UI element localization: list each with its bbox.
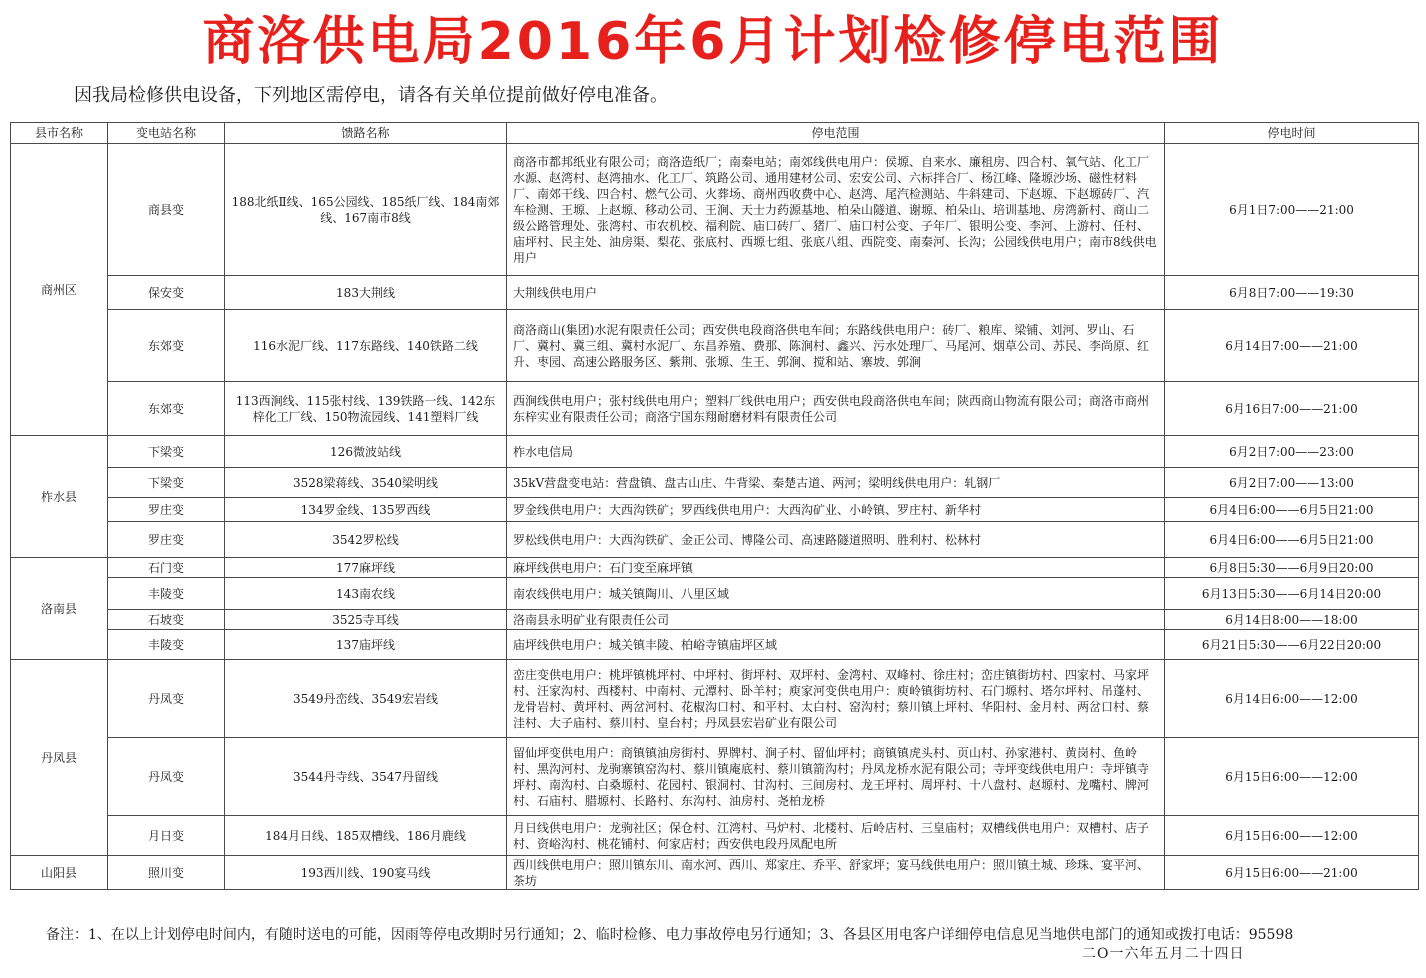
station-cell: 罗庄变: [108, 522, 225, 558]
time-cell: 6月14日8:00——18:00: [1165, 610, 1419, 630]
county-cell: 商州区: [11, 144, 108, 436]
time-cell: 6月4日6:00——6月5日21:00: [1165, 498, 1419, 522]
table-row: [11, 498, 1419, 522]
lines-cell: 184月日线、185双槽线、186月鹿线: [225, 816, 507, 856]
county-cell: 山阳县: [11, 856, 108, 890]
lines-cell: 183大荆线: [225, 276, 507, 310]
lines-cell: 3549丹峦线、3549宏岩线: [225, 660, 507, 738]
table-row: [11, 610, 1419, 630]
lines-cell: 188北纸Ⅱ线、165公园线、185纸厂线、184南郊线、167南市8线: [225, 144, 507, 276]
scope-cell: 35kV营盘变电站：营盘镇、盘古山庄、牛背梁、秦楚古道、两河；梁明线供电用户：轧钢厂: [507, 468, 1165, 498]
table-row: [11, 522, 1419, 558]
station-cell: 石门变: [108, 558, 225, 578]
outage-table: [10, 122, 1419, 890]
lines-cell: 3542罗松线: [225, 522, 507, 558]
lines-cell: 116水泥厂线、117东路线、140铁路二线: [225, 310, 507, 382]
county-cell: 丹凤县: [11, 660, 108, 856]
scope-cell: 南农线供电用户：城关镇陶川、八里区域: [507, 578, 1165, 610]
time-cell: 6月1日7:00——21:00: [1165, 144, 1419, 276]
time-cell: 6月2日7:00——23:00: [1165, 436, 1419, 468]
col-lines: 馈路名称: [225, 123, 507, 144]
station-cell: 罗庄变: [108, 498, 225, 522]
station-cell: 照川变: [108, 856, 225, 890]
time-cell: 6月2日7:00——13:00: [1165, 468, 1419, 498]
time-cell: 6月14日6:00——12:00: [1165, 660, 1419, 738]
time-cell: 6月16日7:00——21:00: [1165, 382, 1419, 436]
station-cell: 丰陵变: [108, 630, 225, 660]
col-time: 停电时间: [1165, 123, 1419, 144]
scope-cell: 麻坪线供电用户：石门变至麻坪镇: [507, 558, 1165, 578]
intro-text: 因我局检修供电设备，下列地区需停电，请各有关单位提前做好停电准备。: [74, 85, 668, 106]
time-cell: 6月13日5:30——6月14日20:00: [1165, 578, 1419, 610]
time-cell: 6月21日5:30——6月22日20:00: [1165, 630, 1419, 660]
table-row: [11, 660, 1419, 738]
table-row: [11, 578, 1419, 610]
time-cell: 6月15日6:00——12:00: [1165, 738, 1419, 816]
scope-cell: 留仙坪变供电用户：商镇镇油房街村、界牌村、涧子村、留仙坪村；商镇镇虎头村、页山村、孙家港村、黄岗村、鱼岭村、黑沟河村、龙驹寨镇窑沟村、蔡川镇庵底村、蔡川镇箭沟村；丹凤龙桥水泥有限公司；寺坪变线供电用户：寺坪镇寺坪村、南沟村、白桑塬村、花园村、银洞村、甘沟村、三间房村、龙王坪村、周坪村、十八盘村、赵塬村、龙嘴村、牌河村、石庙村、腊塬村、长路村、东沟村、油房村、尧柏龙桥: [507, 738, 1165, 816]
county-cell: 柞水县: [11, 436, 108, 558]
scope-cell: 大荆线供电用户: [507, 276, 1165, 310]
lines-cell: 3525寺耳线: [225, 610, 507, 630]
station-cell: 下梁变: [108, 468, 225, 498]
station-cell: 石坡变: [108, 610, 225, 630]
table-row: [11, 468, 1419, 498]
footer-note: 备注：1、在以上计划停电时间内，有随时送电的可能，因雨等停电改期时另行通知；2、临时检修、电力事故停电另行通知；3、各县区用电客户详细停电信息见当地供电部门的通知或拨打电话：95598: [46, 927, 1294, 943]
scope-cell: 商洛市都邦纸业有限公司；商洛造纸厂；南秦电站；南郊线供电用户：侯塬、自来水、廉租房、四合村、氧气站、化工厂水源、赵湾村、赵湾抽水、化工厂、筑路公司、通用建材公司、宏安公司、六标拌合厂、杨江峰、隆塬沙场、磁性材料厂、南郊干线、四合村、燃气公司、火葬场、商州西收费中心、赵湾、尾汽检测站、牛斜建司、下赵塬、下赵塬砖厂、汽车检测、王塬、上赵塬、移动公司、王涧、天士力药源基地、柏朵山隧道、谢塬、柏朵山、培训基地、房湾新村、商山二级公路管理处、张湾村、市农机校、福利院、庙口砖厂、猪厂、庙口村公变、子年厂、银明公变、李河、上游村、任村、庙坪村、民主处、油房渠、梨花、张底村、西塬七组、张底八组、西院变、南秦河、长沟；公园线供电用户；南市8线供电用户: [507, 144, 1165, 276]
table-row: [11, 276, 1419, 310]
scope-cell: 月日线供电用户：龙驹社区；保仓村、江湾村、马炉村、北楼村、后岭店村、三皇庙村；双槽线供电用户：双槽村、店子村、资峪沟村、桃花铺村、何家店村；西安供电段丹凤配电所: [507, 816, 1165, 856]
scope-cell: 罗松线供电用户：大西沟铁矿、金正公司、博隆公司、高速路隧道照明、胜利村、松林村: [507, 522, 1165, 558]
scope-cell: 罗金线供电用户：大西沟铁矿；罗西线供电用户：大西沟矿业、小岭镇、罗庄村、新华村: [507, 498, 1165, 522]
lines-cell: 3544丹寺线、3547丹留线: [225, 738, 507, 816]
station-cell: 商县变: [108, 144, 225, 276]
table-row: [11, 816, 1419, 856]
table-row: [11, 558, 1419, 578]
station-cell: 东郊变: [108, 382, 225, 436]
lines-cell: 193西川线、190宴马线: [225, 856, 507, 890]
table-row: [11, 310, 1419, 382]
table-row: [11, 144, 1419, 276]
station-cell: 下梁变: [108, 436, 225, 468]
time-cell: 6月15日6:00——12:00: [1165, 816, 1419, 856]
lines-cell: 126微波站线: [225, 436, 507, 468]
time-cell: 6月4日6:00——6月5日21:00: [1165, 522, 1419, 558]
lines-cell: 3528梁蒋线、3540梁明线: [225, 468, 507, 498]
station-cell: 东郊变: [108, 310, 225, 382]
time-cell: 6月14日7:00——21:00: [1165, 310, 1419, 382]
lines-cell: 113西涧线、115张村线、139铁路一线、142东梓化工厂线、150物流园线、141塑料厂线: [225, 382, 507, 436]
time-cell: 6月8日7:00——19:30: [1165, 276, 1419, 310]
table-header-row: [11, 123, 1419, 144]
table-row: [11, 630, 1419, 660]
station-cell: 丹凤变: [108, 660, 225, 738]
table-row: [11, 856, 1419, 890]
scope-cell: 西川线供电用户：照川镇东川、南水河、西川、郑家庄、乔平、舒家坪；宴马线供电用户：照川镇土城、珍珠、宴平河、茶坊: [507, 856, 1165, 890]
time-cell: 6月8日5:30——6月9日20:00: [1165, 558, 1419, 578]
table-row: [11, 738, 1419, 816]
scope-cell: 柞水电信局: [507, 436, 1165, 468]
col-station: 变电站名称: [108, 123, 225, 144]
lines-cell: 177麻坪线: [225, 558, 507, 578]
county-cell: 洛南县: [11, 558, 108, 660]
col-county: 县市名称: [11, 123, 108, 144]
station-cell: 月日变: [108, 816, 225, 856]
col-scope: 停电范围: [507, 123, 1165, 144]
station-cell: 丰陵变: [108, 578, 225, 610]
station-cell: 丹凤变: [108, 738, 225, 816]
lines-cell: 137庙坪线: [225, 630, 507, 660]
lines-cell: 134罗金线、135罗西线: [225, 498, 507, 522]
scope-cell: 峦庄变供电用户：桃坪镇桃坪村、中坪村、街坪村、双坪村、金湾村、双峰村、徐庄村；峦庄镇街坊村、四家村、马家坪村、汪家沟村、西楼村、中南村、元潭村、卧羊村；庾家河变供电用户：庾岭镇街坊村、石门塬村、塔尔坪村、吊蓬村、龙骨岩村、黄坪村、两岔河村、花椒沟口村、和平村、太白村、窑沟村；蔡川镇上坪村、华阳村、金月村、两岔口村、蔡洼村、大子庙村、蔡川村、皇台村；丹凤县宏岩矿业有限公司: [507, 660, 1165, 738]
scope-cell: 商洛商山(集团)水泥有限责任公司；西安供电段商洛供电车间；东路线供电用户：砖厂、粮库、梁铺、刘河、罗山、石厂、冀村、冀三组、冀村水泥厂、东昌养殖、费那、陈涧村、鑫兴、污水处理厂、马尾河、烟草公司、苏民、李尚原、红升、枣园、高速公路服务区、紫荆、张塬、生王、郭涧、搅和站、寨坡、郭涧: [507, 310, 1165, 382]
time-cell: 6月15日6:00——21:00: [1165, 856, 1419, 890]
scope-cell: 洛南县永明矿业有限责任公司: [507, 610, 1165, 630]
lines-cell: 143南农线: [225, 578, 507, 610]
station-cell: 保安变: [108, 276, 225, 310]
footer-date: 二O一六年五月二十四日: [1082, 946, 1245, 962]
scope-cell: 庙坪线供电用户：城关镇丰陵、柏峪寺镇庙坪区域: [507, 630, 1165, 660]
page-title: 商洛供电局2016年6月计划检修停电范围: [202, 12, 1224, 72]
table-row: [11, 382, 1419, 436]
scope-cell: 西涧线供电用户；张村线供电用户；塑料厂线供电用户；西安供电段商洛供电车间；陕西商山物流有限公司；商洛市商州东梓实业有限责任公司；商洛宁国东翔耐磨材料有限责任公司: [507, 382, 1165, 436]
table-row: [11, 436, 1419, 468]
